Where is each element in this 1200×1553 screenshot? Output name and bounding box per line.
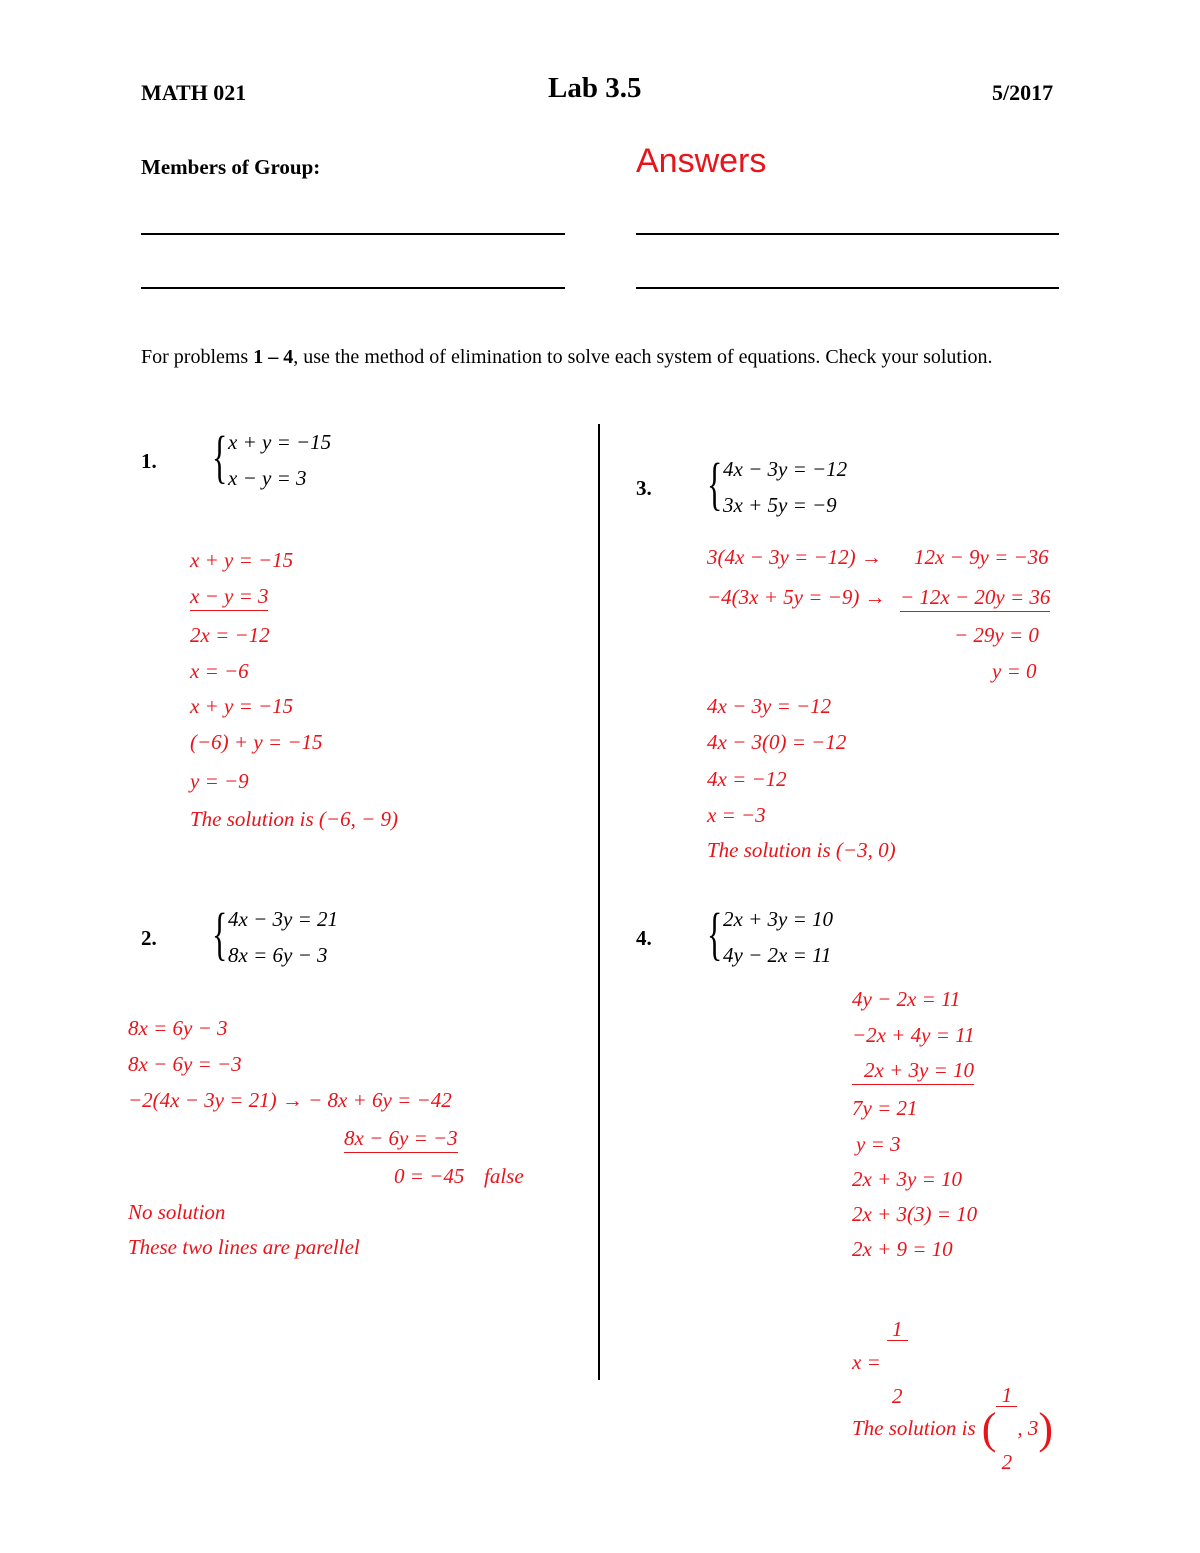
p2-step-2: 8x − 6y = −3	[128, 1052, 242, 1076]
name-line-3[interactable]	[141, 287, 565, 289]
brace-1: {	[212, 424, 228, 489]
p1-step-6: (−6) + y = −15	[190, 730, 323, 754]
p3-step-6: 4x − 3(0) = −12	[707, 730, 847, 754]
problem-3-number: 3.	[636, 476, 652, 500]
p4-step-7: 2x + 3(3) = 10	[852, 1202, 978, 1226]
p4-solution-fraction	[996, 1340, 1017, 1517]
p3-step-1-result: 12x − 9y = −36	[914, 545, 1049, 569]
p4-step-2: −2x + 4y = 11	[852, 1023, 975, 1047]
p4-x-equals: x =	[852, 1350, 881, 1374]
p2-step-5: 0 = −45	[394, 1164, 465, 1188]
p4-step-6: 2x + 3y = 10	[852, 1167, 962, 1191]
p4-system-eq1: 2x + 3y = 10	[723, 907, 833, 931]
p3-step-8: x = −3	[707, 803, 766, 827]
p4-step-8: 2x + 9 = 10	[852, 1237, 953, 1261]
p1-step-5: x + y = −15	[190, 694, 294, 718]
p2-system-eq1: 4x − 3y = 21	[228, 907, 338, 931]
p2-step-1: 8x = 6y − 3	[128, 1016, 228, 1040]
problem-1-number: 1.	[141, 449, 157, 473]
p3-step-7: 4x = −12	[707, 767, 787, 791]
p3-step-3: − 29y = 0	[954, 623, 1039, 647]
p2-step-4: 8x − 6y = −3	[344, 1126, 458, 1153]
p1-system-eq1: x + y = −15	[228, 430, 332, 454]
problem-4-number: 4.	[636, 926, 652, 950]
p4-step-1: 4y − 2x = 11	[852, 987, 961, 1011]
p3-step-2: −4(3x + 5y = −9) →	[707, 585, 886, 609]
p3-step-4: y = 0	[992, 659, 1037, 683]
p4-solution-y: , 3	[1017, 1416, 1039, 1440]
p1-step-4: x = −6	[190, 659, 249, 683]
p4-system-eq2: 4y − 2x = 11	[723, 943, 832, 967]
instructions	[141, 344, 1061, 371]
p3-system-eq1: 4x − 3y = −12	[723, 457, 848, 481]
p1-solution: The solution is (−6, − 9)	[190, 807, 399, 831]
p2-false: false	[484, 1164, 524, 1188]
brace-3: {	[707, 451, 723, 516]
p4-solution	[852, 1340, 1053, 1517]
p4-x-numerator: 1	[887, 1318, 908, 1341]
members-label: Members of Group:	[141, 155, 321, 179]
course-code: MATH 021	[141, 80, 247, 105]
p3-step-2-result: − 12x − 20y = 36	[900, 585, 1050, 612]
p1-step-2: x − y = 3	[190, 584, 268, 611]
name-line-4[interactable]	[636, 287, 1059, 289]
p1-step-7: y = −9	[190, 769, 249, 793]
p3-step-5: 4x − 3y = −12	[707, 694, 832, 718]
p4-right-paren: )	[1038, 1404, 1053, 1453]
p4-solution-text: The solution is	[852, 1416, 976, 1440]
p4-solution-numerator: 1	[996, 1384, 1017, 1407]
name-line-2[interactable]	[636, 233, 1059, 235]
p2-parallel-note: These two lines are parellel	[128, 1235, 360, 1259]
p4-x-denominator: 2	[892, 1384, 903, 1408]
p2-no-solution: No solution	[128, 1200, 226, 1224]
instructions-pre: For problems	[141, 346, 254, 368]
problem-2-number: 2.	[141, 926, 157, 950]
p4-step-3: 2x + 3y = 10	[852, 1058, 974, 1085]
page-title: Lab 3.5	[548, 72, 642, 104]
p3-system-eq2: 3x + 5y = −9	[723, 493, 837, 517]
p3-solution: The solution is (−3, 0)	[707, 838, 896, 862]
answers-label: Answers	[636, 142, 767, 180]
name-line-1[interactable]	[141, 233, 565, 235]
p4-step-5: y = 3	[856, 1132, 901, 1156]
p2-system-eq2: 8x = 6y − 3	[228, 943, 328, 967]
p1-step-3: 2x = −12	[190, 623, 270, 647]
p4-step-4: 7y = 21	[852, 1096, 918, 1120]
p3-step-1: 3(4x − 3y = −12) →	[707, 545, 882, 569]
p2-step-3: −2(4x − 3y = 21) → − 8x + 6y = −42	[128, 1088, 452, 1112]
instructions-range: 1 – 4	[253, 346, 294, 368]
brace-4: {	[707, 901, 723, 966]
column-divider	[598, 424, 600, 1380]
date: 5/2017	[992, 80, 1054, 105]
p1-system-eq2: x − y = 3	[228, 466, 307, 490]
instructions-post: , use the method of elimination to solve each system of equations. Check your solution.	[293, 346, 993, 368]
p4-solution-denominator: 2	[1001, 1450, 1013, 1474]
p4-left-paren: (	[981, 1404, 997, 1453]
p1-step-1: x + y = −15	[190, 548, 294, 572]
brace-2: {	[212, 901, 228, 966]
